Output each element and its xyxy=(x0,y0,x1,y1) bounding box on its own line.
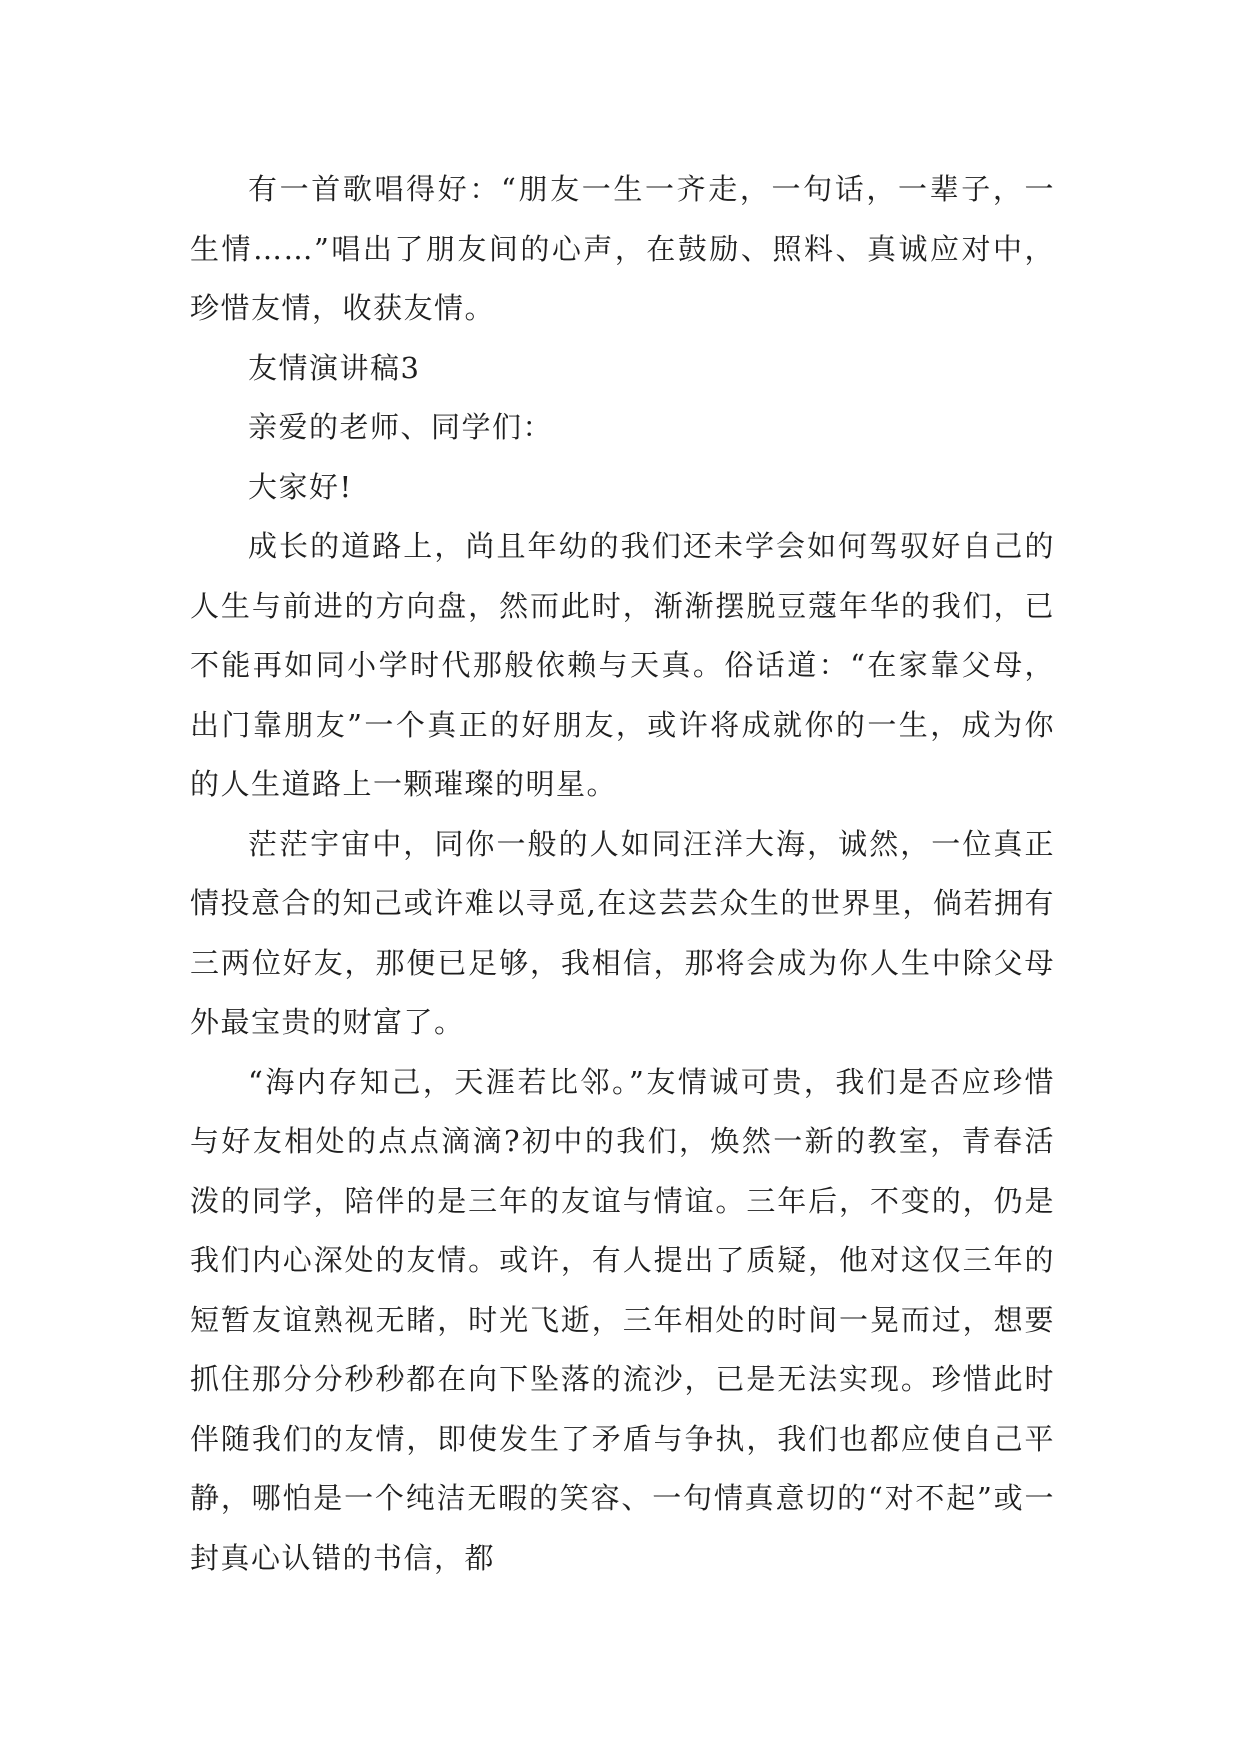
salutation: 亲爱的老师、同学们： xyxy=(248,410,554,444)
paragraph-growth: 成长的道路上，尚且年幼的我们还未学会如何驾驭好自己的人生与前进的方向盘，然而此时，渐渐摆脱豆蔻年华的我们，已不能再如同小学时代那般依赖与天真。俗话道：“在家靠父母，出门靠朋友”一个真正的好朋友，或许将成就你的一生，成为你的人生道路上一颗璀璨的明星。 xyxy=(190,529,1055,801)
speech-title: 友情演讲稿3 xyxy=(248,350,421,385)
paragraph-universe: 茫茫宇宙中，同你一般的人如同汪洋大海，诚然，一位真正情投意合的知己或许难以寻觅,在这芸芸众生的世界里，倘若拥有三两位好友，那便已足够，我相信，那将会成为你人生中除父母外最宝贵的财富了。 xyxy=(190,826,1055,1039)
greeting: 大家好! xyxy=(248,469,353,504)
paragraph-cherish: “海内存知己，天涯若比邻。”友情诚可贵，我们是否应珍惜与好友相处的点点滴滴?初中的我们，焕然一新的教室，青春活泼的同学，陪伴的是三年的友谊与情谊。三年后，不变的，仍是我们内心深处的友情。或许，有人提出了质疑，他对这仅三年的短暂友谊熟视无睹，时光飞逝，三年相处的时间一晃而过，想要抓住那分分秒秒都在向下坠落的流沙，已是无法实现。珍惜此时伴随我们的友情，即使发生了矛盾与争执，我们也都应使自己平静，哪怕是一个纯洁无暇的笑容、一句情真意切的“对不起”或一封真心认错的书信，都 xyxy=(190,1064,1055,1575)
paragraph-song-quote: 有一首歌唱得好：“朋友一生一齐走，一句话，一辈子，一生情……”唱出了朋友间的心声，在鼓励、照料、真诚应对中，珍惜友情，收获友情。 xyxy=(190,172,1055,325)
document-body xyxy=(190,160,1055,1588)
